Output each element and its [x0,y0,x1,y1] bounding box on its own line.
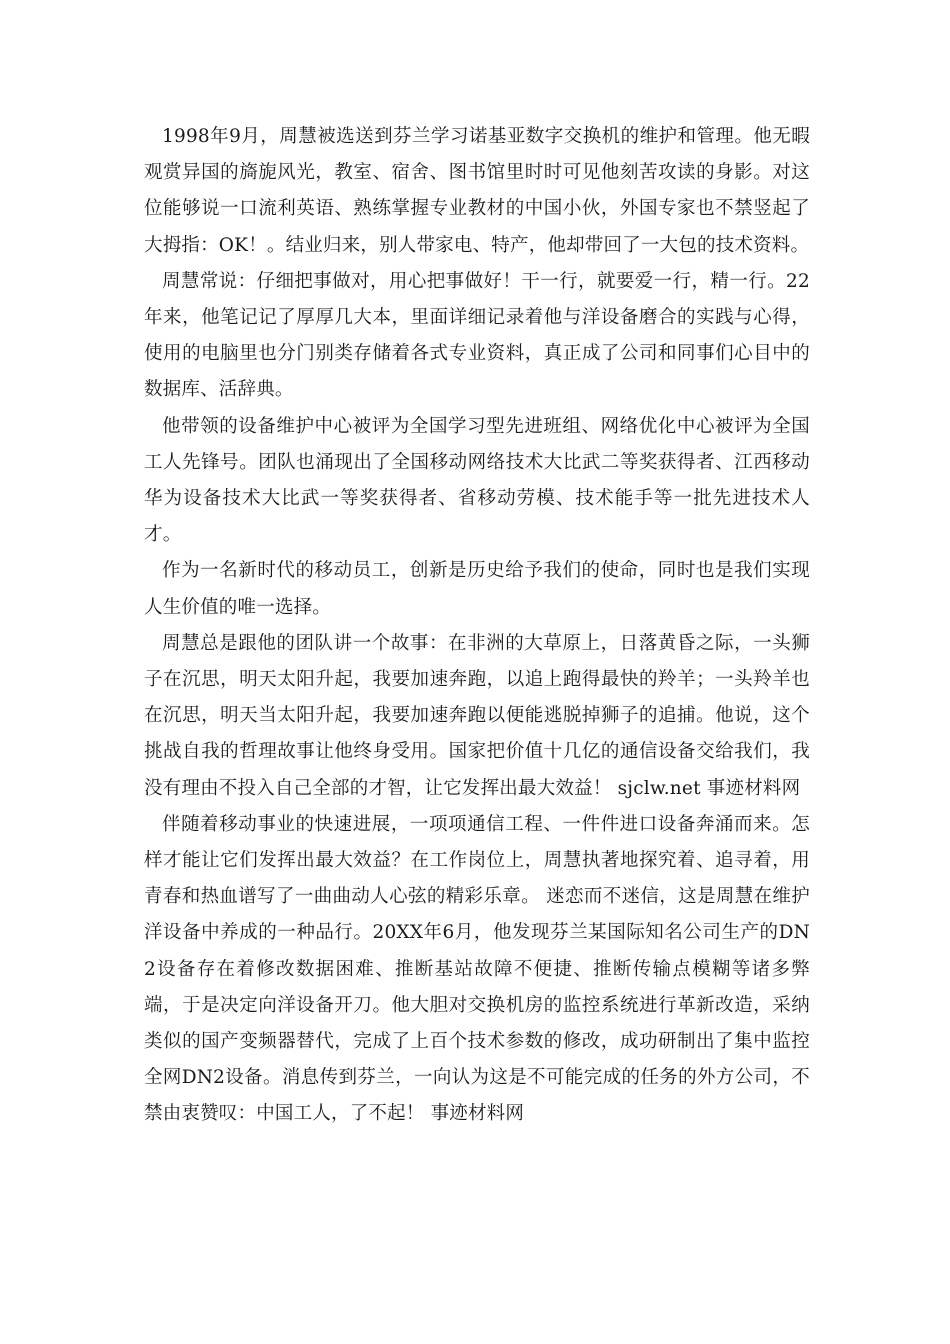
paragraph-equipment-innovation: 伴随着移动事业的快速进展，一项项通信工程、一件件进口设备奔涌而来。怎样才能让它们发挥出最大效益？在工作岗位上，周慧执著地探究着、追寻着，用青春和热血谱写了一曲曲动人心弦的精彩乐章。 迷恋而不迷信，这是周慧在维护洋设备中养成的一种品行。20XX年6月，他发现芬兰某国际知名公司生产的DN2设备存在着修改数据困难、推断基站故障不便捷、推断传输点模糊等诸多弊端，于是决定向洋设备开刀。他大胆对交换机房的监控系统进行革新改造，采纳类似的国产变频器替代，完成了上百个技术参数的修改，成功研制出了集中监控全网DN2设备。消息传到芬兰，一向认为这是不可能完成的任务的外方公司，不禁由衷赞叹：中国工人，了不起！ 事迹材料网 [144,813,810,1125]
paragraph-innovation-mission: 作为一名新时代的移动员工，创新是历史给予我们的使命，同时也是我们实现人生价值的唯一选择。 [144,560,810,618]
paragraph-training-in-finland: 1998年9月，周慧被选送到芬兰学习诺基亚数字交换机的维护和管理。他无暇观赏异国的旖旎风光，教室、宿舍、图书馆里时时可见他刻苦攻读的身影。对这位能够说一口流利英语、熟练掌握专业教材的中国小伙，外国专家也不禁竖起了大拇指：OK！。结业归来，别人带家电、特产，他却带回了一大包的技术资料。 [144,126,810,256]
paragraph-team-honors: 他带领的设备维护中心被评为全国学习型先进班组、网络优化中心被评为全国工人先锋号。团队也涌现出了全国移动网络技术大比武二等奖获得者、江西移动华为设备技术大比武一等奖获得者、省移动劳模、技术能手等一批先进技术人才。 [144,415,810,546]
paragraph-work-motto: 周慧常说：仔细把事做对，用心把事做好！干一行，就要爱一行，精一行。22年来，他笔记记了厚厚几大本，里面详细记录着他与洋设备磨合的实践与心得，使用的电脑里也分门别类存储着各式专业资料，真正成了公司和同事们心目中的数据库、活辞典。 [144,270,810,401]
document-body [144,119,810,1133]
paragraph-lion-antelope-story: 周慧总是跟他的团队讲一个故事：在非洲的大草原上，日落黄昏之际，一头狮子在沉思，明天太阳升起，我要加速奔跑，以追上跑得最快的羚羊；一头羚羊也在沉思，明天当太阳升起，我要加速奔跑以便能逃脱掉狮子的追捕。他说，这个挑战自我的哲理故事让他终身受用。国家把价值十几亿的通信设备交给我们，我没有理由不投入自己全部的才智，让它发挥出最大效益！ sjclw.net 事迹材料网 [144,632,810,799]
